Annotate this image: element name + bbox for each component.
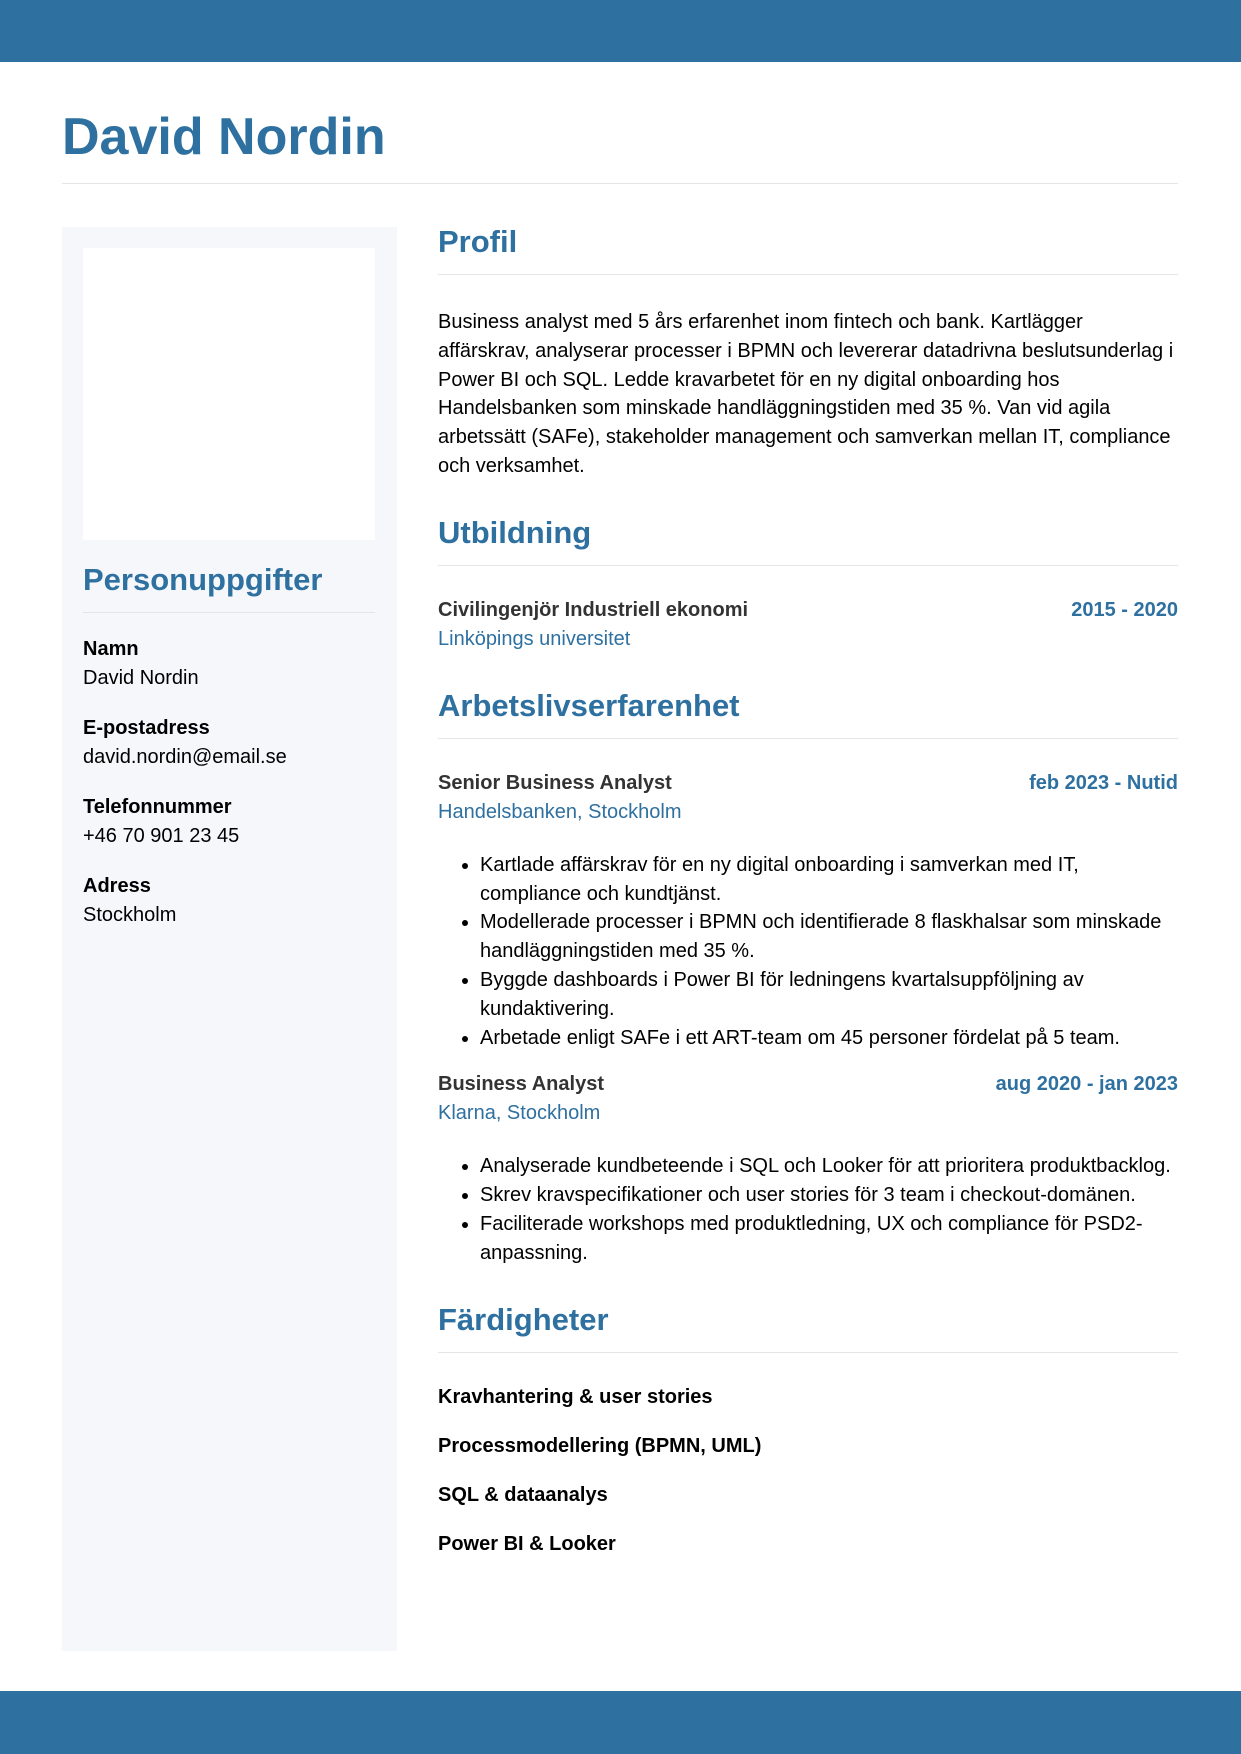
bullet-item: • Modellerade processer i BPMN och identifierade 8 flaskhalsar som minskade handläggningstiden med 35 %. [480,908,1178,966]
entry-title: Civilingenjör Industriell ekonomi [438,598,749,621]
entry-org: Linköpings universitet [438,627,631,650]
skill-item: Kravhantering & user stories [438,1385,713,1408]
skill-item: Processmodellering (BPMN, UML) [438,1434,762,1457]
bullet-item: • Skrev kravspecifikationer och user stories för 3 team i checkout-domänen. [480,1181,1178,1210]
experience-section [438,686,1178,1268]
personal-info-heading: Personuppgifter [83,560,375,613]
entry-bullets [438,1152,1178,1267]
personal-info-fields [83,635,375,951]
field-value: +46 70 901 23 45 [83,825,240,847]
entry-head [438,596,1178,625]
field-address [83,872,375,930]
photo-placeholder [83,248,375,540]
bullet-item: • Byggde dashboards i Power BI för ledningens kvartalsuppföljning av kundaktivering. [480,966,1178,1024]
main-content [438,222,1178,1579]
experience-entry [438,769,1178,1053]
entry-title: Senior Business Analyst [438,771,672,794]
entry-date: feb 2023 - Nutid [1029,771,1178,794]
top-band [0,0,1241,62]
skills-section [438,1300,1178,1559]
skill-item: SQL & dataanalys [438,1483,608,1506]
bottom-band [0,1691,1241,1754]
entry-bullets [438,851,1178,1053]
field-value: Stockholm [83,904,177,926]
entry-date: 2015 - 2020 [1071,598,1178,621]
skill-item: Power BI & Looker [438,1532,616,1555]
name-divider [62,183,1178,184]
bullet-item: • Faciliterade workshops med produktledning, UX och compliance för PSD2-anpassning. [480,1210,1178,1268]
bullet-item: • Analyserade kundbeteende i SQL och Looker för att prioritera produktbacklog. [480,1152,1178,1181]
skills-heading: Färdigheter [438,1300,1178,1353]
field-value: David Nordin [83,667,199,689]
entry-org: Handelsbanken, Stockholm [438,800,682,823]
field-email [83,714,375,772]
bullet-item: • Kartlade affärskrav för en ny digital onboarding i samverkan med IT, compliance och kundtjänst. [480,851,1178,909]
profile-section [438,222,1178,481]
entry-head [438,769,1178,798]
field-label: Namn [83,638,139,660]
field-phone [83,793,375,851]
experience-entry [438,1070,1178,1267]
education-heading: Utbildning [438,513,1178,566]
entry-head [438,1070,1178,1099]
cv-name: David Nordin [62,108,386,166]
skills-list [438,1383,1178,1559]
field-label: Telefonnummer [83,796,232,818]
profile-heading: Profil [438,222,1178,275]
field-label: Adress [83,875,151,897]
sidebar [62,227,397,1651]
field-value: david.nordin@email.se [83,746,287,768]
field-label: E-postadress [83,717,210,739]
education-entry [438,596,1178,654]
entry-title: Business Analyst [438,1073,604,1096]
education-section [438,513,1178,654]
entry-org: Klarna, Stockholm [438,1102,601,1125]
experience-heading: Arbetslivserfarenhet [438,686,1178,739]
field-name [83,635,375,693]
profile-text: Business analyst med 5 års erfarenhet inom fintech och bank. Kartlägger affärskrav, analyserar processer i BPMN och levererar datadrivna beslutsunderlag i Power BI och SQL. Ledde kravarbetet för en ny digital onboarding hos Handelsbanken som minskade handläggningstiden med 35 %. Van vid agila arbetssätt (SAFe), stakeholder management och samverkan mellan IT, compliance och verksamhet. [438,311,1174,477]
bullet-item: • Arbetade enligt SAFe i ett ART-team om 45 personer fördelat på 5 team. [480,1024,1178,1053]
entry-date: aug 2020 - jan 2023 [995,1073,1178,1096]
